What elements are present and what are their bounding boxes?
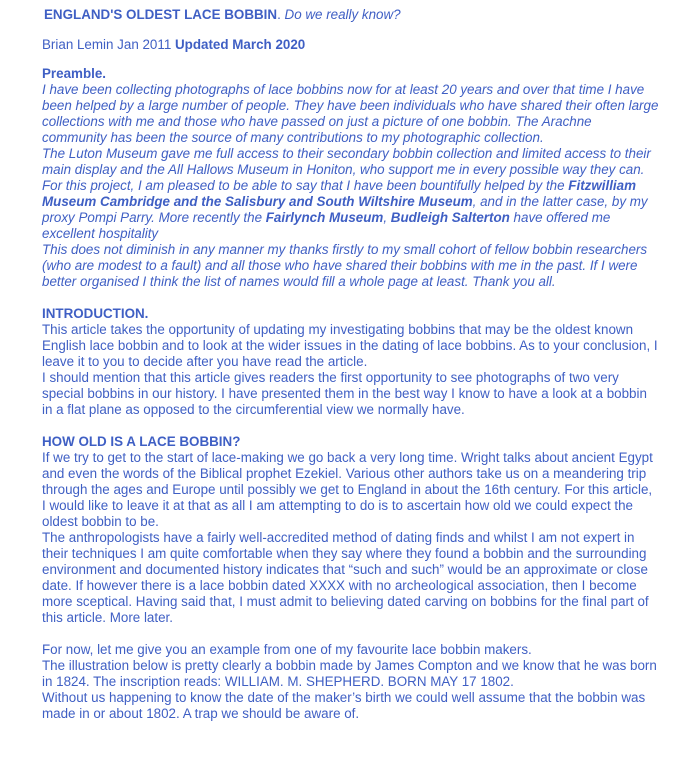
how-old-section	[42, 434, 659, 722]
text-run: ,	[383, 210, 391, 225]
how-old-paragraph: Without us happening to know the date of the maker’s birth we could well assume that the bobbin was made in or about 1802. A trap we should be aware of.	[42, 690, 646, 721]
text-run: For this project, I am pleased to be able to say that I have been bountifully helped by the	[42, 178, 569, 193]
how-old-paragraph: The anthropologists have a fairly well-accredited method of dating finds and whilst I am not expert in their techniques I am quite comfortable when they say where they found a bobbin and the surrounding environment and documented history indicates that “such and such” would be an approximate or close date. If however there is a lace bobbin dated XXXX with no archeological association, then I become more sceptical. Having said that, I must admit to believing dated carving on bobbins for the final part of this article. More later.	[42, 530, 649, 625]
author-date: Brian Lemin Jan 2011	[42, 37, 175, 52]
document-title	[44, 6, 659, 24]
museum-name: Fitzwilliam Museum Cambridge and the Salisbury and South Wiltshire Museum	[42, 178, 637, 209]
introduction-paragraph: This article takes the opportunity of updating my investigating bobbins that may be the oldest known English lace bobbin and to look at the wider issues in the dating of lace bobbins. As to your conclusion, I leave it to you to decide after you have read the article.	[42, 322, 658, 369]
preamble-heading: Preamble.	[42, 66, 107, 81]
byline	[42, 36, 659, 54]
text-run: have offered me excellent hospitality	[42, 210, 611, 241]
introduction-section	[42, 306, 659, 418]
how-old-paragraph: If we try to get to the start of lace-making we go back a very long time. Wright talks about ancient Egypt and even the words of the Biblical prophet Ezekiel. Various other authors take us on a meandering trip through the ages and Europe until possibly we get to England in about the 16th century. For this article, I would like to leave it at that as all I am attempting to do is to ascertain how old we could expect the oldest bobbin to be.	[42, 450, 653, 529]
paragraph-gap	[42, 626, 659, 642]
museum-name: Fairlynch Museum	[265, 210, 384, 225]
updated-date: Updated March 2020	[175, 37, 306, 52]
how-old-heading: HOW OLD IS A LACE BOBBIN?	[42, 434, 241, 449]
how-old-paragraph: The illustration below is pretty clearly a bobbin made by James Compton and we know that he was born in 1824. The inscription reads: WILLIAM. M. SHEPHERD. BORN MAY 17 1802.	[42, 658, 657, 689]
text-run: , and in the latter case, by my proxy Pompi Parry. More recently the	[42, 194, 648, 225]
place-name: Budleigh Salterton	[390, 210, 510, 225]
title-subtitle: Do we really know?	[280, 7, 401, 22]
introduction-heading: INTRODUCTION.	[42, 306, 149, 321]
preamble-paragraph	[42, 178, 659, 242]
introduction-paragraph: I should mention that this article gives readers the first opportunity to see photographs of two very special bobbins in our history. I have presented them in the best way I know to have a look at a bobbin in a flat plane as opposed to the circumferential view we normally have.	[42, 370, 647, 417]
title-separator: .	[277, 7, 281, 22]
title-main: ENGLAND'S OLDEST LACE BOBBIN	[44, 7, 278, 22]
preamble-paragraph: The Luton Museum gave me full access to their secondary bobbin collection and limited access to their main display and the All Hallows Museum in Honiton, who support me in every possible way they can.	[42, 146, 651, 177]
preamble-section	[42, 66, 659, 290]
preamble-paragraph: I have been collecting photographs of lace bobbins now for at least 20 years and over that time I have been helped by a large number of people. They have been individuals who have shared their often large collections with me and those who have passed on just a picture of one bobbin. The Arachne community has been the source of many contributions to my photographic collection.	[42, 82, 659, 145]
preamble-paragraph: This does not diminish in any manner my thanks firstly to my small cohort of fellow bobbin researchers (who are modest to a fault) and all those who have shared their bobbins with me in the past. If I were better organised I think the list of names would fill a whole page at least. Thank you all.	[42, 242, 648, 289]
how-old-paragraph: For now, let me give you an example from one of my favourite lace bobbin makers.	[42, 642, 532, 657]
